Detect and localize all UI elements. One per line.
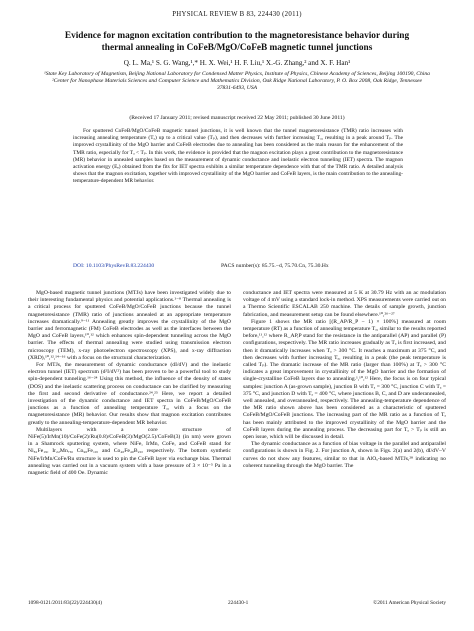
- doi-link[interactable]: DOI: 10.1103/PhysRevB.83.224430: [73, 263, 155, 269]
- paragraph: Figure 1 shows the MR ratio [(R_AP/R_P − 1) × 100%] measured at room temperature (RT) as a function of annealing temperature Tₐ, similar to the results reported before,¹¹,¹² where R_AP,P stand for the resistance in the antiparallel (AP) and parallel (P) configurations, respectively. The MR ratio increases gradually as Tₐ is first increased, and then it dramatically increases when Tₐ > 300 °C. It reaches a maximum at 375 °C, and then decreases with further increasing Tₐ, resulting in a peak (the peak temperature is called Tₚ). The dramatic increase of the MR ratio (larger than 100%) at Tₐ > 300 °C indicates a great improvement in crystallinity of the MgO barrier and the formation of single-crystalline CoFeB layers due to annealing.¹,¹⁰,¹² Here, the focus is on four typical samples: junction A (as-grown sample), junction B with Tₐ = 300 °C, junction C with Tₐ = 375 °C, and junction D with Tₐ = 400 °C, where junctions B, C, and D are underannealed, well annealed, and overannealed, respectively. The annealing-temperature dependence of the MR ratio shown above has been considered as a characteristic of sputtered CoFeB/MgO/CoFeB junctions. The increasing part of the MR ratio as a function of Tₐ has been mainly attributed to the improved crystallinity of the MgO barrier and the CoFeB layers during the annealing process. The decreasing part for Tₐ > Tₚ is still an open issue, which will be discussed in detail.: [243, 318, 446, 441]
- affiliation-1: ¹State Key Laboratory of Magnetism, Beijing National Laboratory for Condensed Matter Physics, Institute of Physics, Chinese Academy of Sciences, Beijing 100190, China: [44, 71, 430, 77]
- pacs-numbers: PACS number(s): 85.75.−d, 75.70.Cn, 75.30.Hx: [221, 263, 329, 269]
- paragraph: The dynamic conductance as a function of bias voltage in the parallel and antiparallel configurations is shown in Fig. 2. For junction A, shown in Figs. 2(a) and 2(b), dI/dV–V curves do not show any features, similar to that in AlOₓ-based MTJs,²⁸ indicating no coherent tunneling through the MgO barrier. The: [243, 441, 446, 469]
- affiliations: [44, 71, 430, 92]
- paragraph: For MTJs, the measurement of dynamic conductance (dI/dV) and the inelastic electron tunnel (IET) spectrum (d²I/dV²) has been proven to be a powerful tool to study spin-dependent tunneling.¹⁶⁻²⁴ Using this method, the influence of the density of states (DOS) and the inelastic scattering process on conductance can be clarified by measuring the first and second derivative of conductance.²⁴,²⁵ Here, we report a detailed investigation of the dynamic conductance and IET spectra in CoFeB/MgO/CoFeB junctions as a function of annealing temperature Tₐ, with a focus on the magnetoresistance (MR) behavior. Our results show that magnon excitation contributes greatly to the annealing-temperature-dependent MR behavior.: [28, 362, 231, 426]
- page-footer: [28, 600, 446, 609]
- footer-page-number: 224430-1: [228, 600, 249, 606]
- affiliation-2: ²Center for Nanophase Materials Sciences and Computer Science and Mathematics Division, Oak Ridge National Laboratory, P. O. Box 2008, Oak Ridge, Tennessee 37831-6493, USA: [51, 78, 423, 92]
- abstract: [73, 128, 403, 186]
- footer-issn: 1098-0121/2011/83(22)/224430(4): [28, 600, 102, 606]
- paper-title: Evidence for magnon excitation contribution to the magnetoresistance behavior during thermal annealing in CoFeB/MgO/CoFeB magnetic tunnel junctions: [64, 31, 410, 53]
- doi-pacs-row: [73, 263, 403, 272]
- author-list: Q. L. Ma,¹ S. G. Wang,¹,* H. X. Wei,¹ H. F. Liu,¹ X.-G. Zhang,² and X. F. Han¹: [123, 59, 351, 67]
- abstract-text: For sputtered CoFeB/MgO/CoFeB magnetic tunnel junctions, it is well known that the tunnel magnetoresistance (TMR) ratio increases with increasing annealing temperature (Tₐ) up to a critical value (Tₚ), and then decreases with further increasing Tₐ, resulting in a peak around Tₚ. The improved crystallinity of the MgO barrier and CoFeB electrodes due to annealing has been considered as the main reason for the enhancement of the TMR ratio, especially for Tₐ < Tₚ. In this work, the evidence is provided that the magnon excitation plays a great contribution to the magnetoresistance (MR) behavior in annealed samples based on the measurement of dynamic conductance and inelastic electron tunneling (IET) spectra. The magnon activation energy (Eₑ) obtained from the fits for IET spectra exhibits a similar temperature dependence with that of the TMR ratio. A detailed analysis shows that the magnon excitation, together with improved crystallinity of the MgO barrier and CoFeB layers, is the main contribution to the annealing-temperature-dependent MR behavior.: [73, 128, 403, 185]
- paragraph: conductance and IET spectra were measured at 5 K at 30.79 Hz with an ac modulation voltage of 4 mV using a standard lock-in method. XPS measurements were carried out on a Thermo Scientific ESCALAB 250 machine. The details of sample growth, junction fabrication, and measurement setup can be found elsewhere.¹⁰,²⁶⁻²⁷: [243, 290, 446, 318]
- body-column-left: [28, 290, 231, 580]
- footer-copyright: ©2011 American Physical Society: [373, 600, 446, 606]
- body-column-right: [243, 290, 446, 580]
- paragraph: Multilayers with a core structure of NiFe(5)/IrMn(10)/CoFe(2)/Ru(0.8)/CoFeB(3)/MgO(2.5)/CoFeB(3) (in nm) were grown in a Shamrock sputtering system, where NiFe, IrMn, CoFe, and CoFeB stand for Ni₈₁Fe₁₉, Ir₂₂Mn₇₈, Co₉₀Fe₁₀, and Co₄₀Fe₄₀B₂₀, respectively. The bottom synthetic NiFe/IrMn/CoFe/Ru structure is used to pin the CoFeB layer via exchange bias. Thermal annealing was carried out in a vacuum system with a base pressure of 3 × 10⁻⁵ Pa in a magnetic field of 400 Oe. Dynamic: [28, 426, 231, 477]
- paragraph: MgO-based magnetic tunnel junctions (MTJs) have been investigated widely due to their interesting fundamental physics and potential applications.¹⁻⁸ Thermal annealing is a critical process for sputtered CoFeB/MgO/CoFeB junctions because the tunnel magnetoresistance (TMR) ratio of junctions annealed at an appropriate temperature increases dramatically.⁹⁻¹¹ Annealing greatly improves the crystallinity of the MgO barrier and ferromagnetic (FM) CoFeB electrodes as well as the interfaces between the MgO and CoFeB layers,¹⁰,¹² which enhances spin-dependent tunneling across the MgO barrier. The effects of thermal annealing were studied using transmission electron microscopy (TEM), x-ray photoelectron spectroscopy (XPS), and x-ray diffraction (XRD),¹⁰,¹²,¹⁴⁻¹⁶ with a focus on the structural characterization.: [28, 290, 231, 361]
- publication-dates: (Received 17 January 2011; revised manuscript received 22 May 2011; published 30 June 2011): [129, 115, 345, 121]
- running-head: PHYSICAL REVIEW B 83, 224430 (2011): [172, 11, 302, 18]
